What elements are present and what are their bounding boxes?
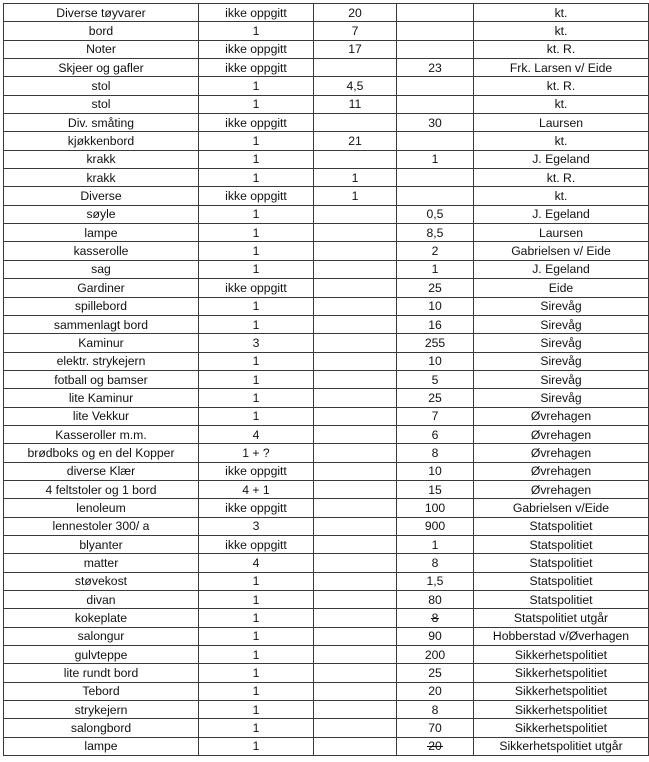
item-cell: Diverse tøyvarer [4,4,199,22]
table-row [4,535,649,553]
value-cell-b: 25 [397,389,474,407]
recipient-cell: Sirevåg [474,334,649,352]
value-cell-a [314,444,397,462]
item-cell: Diverse [4,187,199,205]
table-row [4,554,649,572]
recipient-cell: J. Egeland [474,150,649,168]
recipient-cell: kt. [474,22,649,40]
quantity-cell: 1 [199,572,314,590]
table-row [4,407,649,425]
value-cell-b [397,132,474,150]
table-row [4,499,649,517]
value-cell-b [397,737,474,755]
table-row [4,260,649,278]
value-cell-b [397,95,474,113]
recipient-cell: kt. R. [474,40,649,58]
item-cell: bord [4,22,199,40]
value-cell-b [397,4,474,22]
table-row [4,114,649,132]
value-cell-a [314,370,397,388]
value-cell-b: 25 [397,279,474,297]
recipient-cell: Gabrielsen v/Eide [474,499,649,517]
recipient-cell: Laursen [474,224,649,242]
value-cell-b: 15 [397,480,474,498]
item-cell: kasserolle [4,242,199,260]
quantity-cell: 4 + 1 [199,480,314,498]
item-cell: salongur [4,627,199,645]
table-row [4,609,649,627]
value-cell-a: 17 [314,40,397,58]
value-cell-b: 1 [397,535,474,553]
quantity-cell: ikke oppgitt [199,535,314,553]
table-row [4,389,649,407]
value-cell-b [397,187,474,205]
value-cell-a [314,334,397,352]
quantity-cell: ikke oppgitt [199,499,314,517]
item-cell: lenoleum [4,499,199,517]
value-cell-b: 8 [397,444,474,462]
item-cell: salongbord [4,719,199,737]
value-cell-b [397,40,474,58]
value-cell-a [314,59,397,77]
table-row [4,517,649,535]
table-row [4,59,649,77]
item-cell: søyle [4,205,199,223]
quantity-cell: 1 [199,150,314,168]
recipient-cell: Statspolitiet [474,517,649,535]
value-cell-b: 80 [397,591,474,609]
quantity-cell: 1 [199,609,314,627]
quantity-cell: ikke oppgitt [199,279,314,297]
quantity-cell: 1 + ? [199,444,314,462]
recipient-cell: Sirevåg [474,389,649,407]
value-cell-a [314,609,397,627]
table-row [4,334,649,352]
value-cell-b: 255 [397,334,474,352]
table-row [4,297,649,315]
value-cell-a [314,627,397,645]
item-cell: diverse Klær [4,462,199,480]
item-cell: Div. småting [4,114,199,132]
item-cell: brødboks og en del Kopper [4,444,199,462]
quantity-cell: 1 [199,591,314,609]
quantity-cell: ikke oppgitt [199,187,314,205]
quantity-cell: 1 [199,297,314,315]
item-cell: krakk [4,169,199,187]
recipient-cell: Statspolitiet utgår [474,609,649,627]
value-cell-b: 1 [397,260,474,278]
quantity-cell: 1 [199,407,314,425]
quantity-cell: 1 [199,169,314,187]
value-cell-a [314,425,397,443]
item-cell: lite Kaminur [4,389,199,407]
value-cell-a [314,260,397,278]
value-cell-a [314,150,397,168]
quantity-cell: 1 [199,95,314,113]
value-cell-b: 8 [397,701,474,719]
item-cell: kokeplate [4,609,199,627]
recipient-cell: Sikkerhetspolitiet [474,719,649,737]
quantity-cell: ikke oppgitt [199,40,314,58]
item-cell: Kasseroller m.m. [4,425,199,443]
table-row [4,22,649,40]
table-row [4,682,649,700]
recipient-cell: Gabrielsen v/ Eide [474,242,649,260]
table-row [4,719,649,737]
recipient-cell: Laursen [474,114,649,132]
item-cell: fotball og bamser [4,370,199,388]
table-row [4,77,649,95]
item-cell: stol [4,77,199,95]
table-row [4,737,649,755]
table-row [4,224,649,242]
table-row [4,444,649,462]
quantity-cell: 1 [199,737,314,755]
item-cell: gulvteppe [4,646,199,664]
value-cell-a [314,554,397,572]
value-cell-b [397,609,474,627]
value-cell-a [314,462,397,480]
recipient-cell: Statspolitiet [474,591,649,609]
quantity-cell: ikke oppgitt [199,114,314,132]
item-cell: strykejern [4,701,199,719]
value-cell-a [314,407,397,425]
value-cell-b: 0,5 [397,205,474,223]
item-cell: spillebord [4,297,199,315]
value-cell-b: 6 [397,425,474,443]
table-row [4,40,649,58]
value-cell-a [314,205,397,223]
value-cell-b: 5 [397,370,474,388]
table-row [4,205,649,223]
value-cell-a [314,480,397,498]
table-row [4,315,649,333]
table-row [4,462,649,480]
recipient-cell: Sirevåg [474,370,649,388]
quantity-cell: 1 [199,719,314,737]
recipient-cell: kt. [474,187,649,205]
item-cell: lite rundt bord [4,664,199,682]
value-cell-a: 4,5 [314,77,397,95]
table-row [4,370,649,388]
table-row [4,572,649,590]
recipient-cell: Øvrehagen [474,444,649,462]
table-row [4,701,649,719]
item-cell: matter [4,554,199,572]
item-cell: Tebord [4,682,199,700]
value-cell-b: 70 [397,719,474,737]
recipient-cell: kt. [474,95,649,113]
recipient-cell: Øvrehagen [474,425,649,443]
table-row [4,425,649,443]
value-cell-a [314,224,397,242]
value-cell-a [314,719,397,737]
table-row [4,187,649,205]
item-cell: elektr. strykejern [4,352,199,370]
recipient-cell: Frk. Larsen v/ Eide [474,59,649,77]
value-cell-b: 10 [397,297,474,315]
table-row [4,352,649,370]
value-cell-b [397,22,474,40]
table-row [4,627,649,645]
quantity-cell: 4 [199,554,314,572]
table-row [4,150,649,168]
table-row [4,480,649,498]
table-row [4,95,649,113]
item-cell: sammenlagt bord [4,315,199,333]
value-cell-a [314,517,397,535]
value-cell-a [314,664,397,682]
value-cell-b: 2 [397,242,474,260]
item-cell: blyanter [4,535,199,553]
item-cell: krakk [4,150,199,168]
recipient-cell: kt. R. [474,77,649,95]
value-cell-b: 90 [397,627,474,645]
quantity-cell: 1 [199,22,314,40]
quantity-cell: 1 [199,664,314,682]
quantity-cell: 3 [199,517,314,535]
value-cell-b: 900 [397,517,474,535]
inventory-table [3,3,649,756]
item-cell: lampe [4,224,199,242]
table-row [4,132,649,150]
item-cell: 4 feltstoler og 1 bord [4,480,199,498]
item-cell: lampe [4,737,199,755]
quantity-cell: 1 [199,205,314,223]
recipient-cell: Sirevåg [474,352,649,370]
item-cell: sag [4,260,199,278]
quantity-cell: 1 [199,132,314,150]
item-cell: Noter [4,40,199,58]
quantity-cell: 1 [199,224,314,242]
recipient-cell: Statspolitiet [474,554,649,572]
value-cell-b: 16 [397,315,474,333]
value-cell-b: 20 [397,682,474,700]
value-cell-a [314,737,397,755]
inventory-table-body [4,4,649,756]
value-cell-a: 21 [314,132,397,150]
value-cell-a [314,499,397,517]
item-cell: stol [4,95,199,113]
recipient-cell: Sirevåg [474,297,649,315]
value-cell-a [314,242,397,260]
recipient-cell: J. Egeland [474,205,649,223]
value-cell-b: 1 [397,150,474,168]
value-cell-a [314,572,397,590]
quantity-cell: 1 [199,646,314,664]
quantity-cell: 1 [199,627,314,645]
value-cell-a [314,352,397,370]
struck-value: 8 [431,611,439,626]
value-cell-a: 7 [314,22,397,40]
item-cell: Gardiner [4,279,199,297]
value-cell-b: 8 [397,554,474,572]
value-cell-a [314,315,397,333]
recipient-cell: Eide [474,279,649,297]
quantity-cell: 3 [199,334,314,352]
value-cell-b [397,169,474,187]
value-cell-a [314,114,397,132]
value-cell-b: 10 [397,352,474,370]
recipient-cell: Øvrehagen [474,462,649,480]
quantity-cell: ikke oppgitt [199,462,314,480]
quantity-cell: ikke oppgitt [199,59,314,77]
recipient-cell: Sikkerhetspolitiet [474,701,649,719]
recipient-cell: Sikkerhetspolitiet [474,682,649,700]
value-cell-b: 7 [397,407,474,425]
value-cell-a [314,591,397,609]
table-row [4,4,649,22]
table-row [4,169,649,187]
recipient-cell: Sikkerhetspolitiet utgår [474,737,649,755]
quantity-cell: 1 [199,352,314,370]
quantity-cell: 1 [199,315,314,333]
value-cell-b: 30 [397,114,474,132]
value-cell-a [314,701,397,719]
item-cell: kjøkkenbord [4,132,199,150]
recipient-cell: J. Egeland [474,260,649,278]
recipient-cell: Øvrehagen [474,480,649,498]
value-cell-b: 10 [397,462,474,480]
item-cell: Kaminur [4,334,199,352]
recipient-cell: kt. [474,132,649,150]
value-cell-b: 200 [397,646,474,664]
value-cell-a [314,535,397,553]
item-cell: Skjeer og gafler [4,59,199,77]
value-cell-b [397,77,474,95]
item-cell: støvekost [4,572,199,590]
quantity-cell: ikke oppgitt [199,4,314,22]
value-cell-b: 1,5 [397,572,474,590]
recipient-cell: Sirevåg [474,315,649,333]
quantity-cell: 1 [199,260,314,278]
value-cell-a [314,389,397,407]
recipient-cell: Øvrehagen [474,407,649,425]
value-cell-a [314,646,397,664]
table-row [4,646,649,664]
quantity-cell: 1 [199,701,314,719]
table-row [4,242,649,260]
value-cell-a: 11 [314,95,397,113]
quantity-cell: 1 [199,682,314,700]
value-cell-b: 100 [397,499,474,517]
recipient-cell: kt. R. [474,169,649,187]
value-cell-b: 23 [397,59,474,77]
value-cell-a [314,279,397,297]
quantity-cell: 1 [199,389,314,407]
item-cell: lennestoler 300/ a [4,517,199,535]
item-cell: lite Vekkur [4,407,199,425]
recipient-cell: Sikkerhetspolitiet [474,646,649,664]
item-cell: divan [4,591,199,609]
struck-value: 20 [428,739,442,754]
recipient-cell: kt. [474,4,649,22]
value-cell-a [314,297,397,315]
recipient-cell: Sikkerhetspolitiet [474,664,649,682]
quantity-cell: 1 [199,242,314,260]
table-row [4,279,649,297]
value-cell-a: 1 [314,169,397,187]
value-cell-b: 25 [397,664,474,682]
recipient-cell: Statspolitiet [474,535,649,553]
recipient-cell: Statspolitiet [474,572,649,590]
value-cell-a: 1 [314,187,397,205]
value-cell-b: 8,5 [397,224,474,242]
table-row [4,664,649,682]
value-cell-a: 20 [314,4,397,22]
table-row [4,591,649,609]
quantity-cell: 4 [199,425,314,443]
recipient-cell: Hobberstad v/Øverhagen [474,627,649,645]
value-cell-a [314,682,397,700]
quantity-cell: 1 [199,77,314,95]
quantity-cell: 1 [199,370,314,388]
